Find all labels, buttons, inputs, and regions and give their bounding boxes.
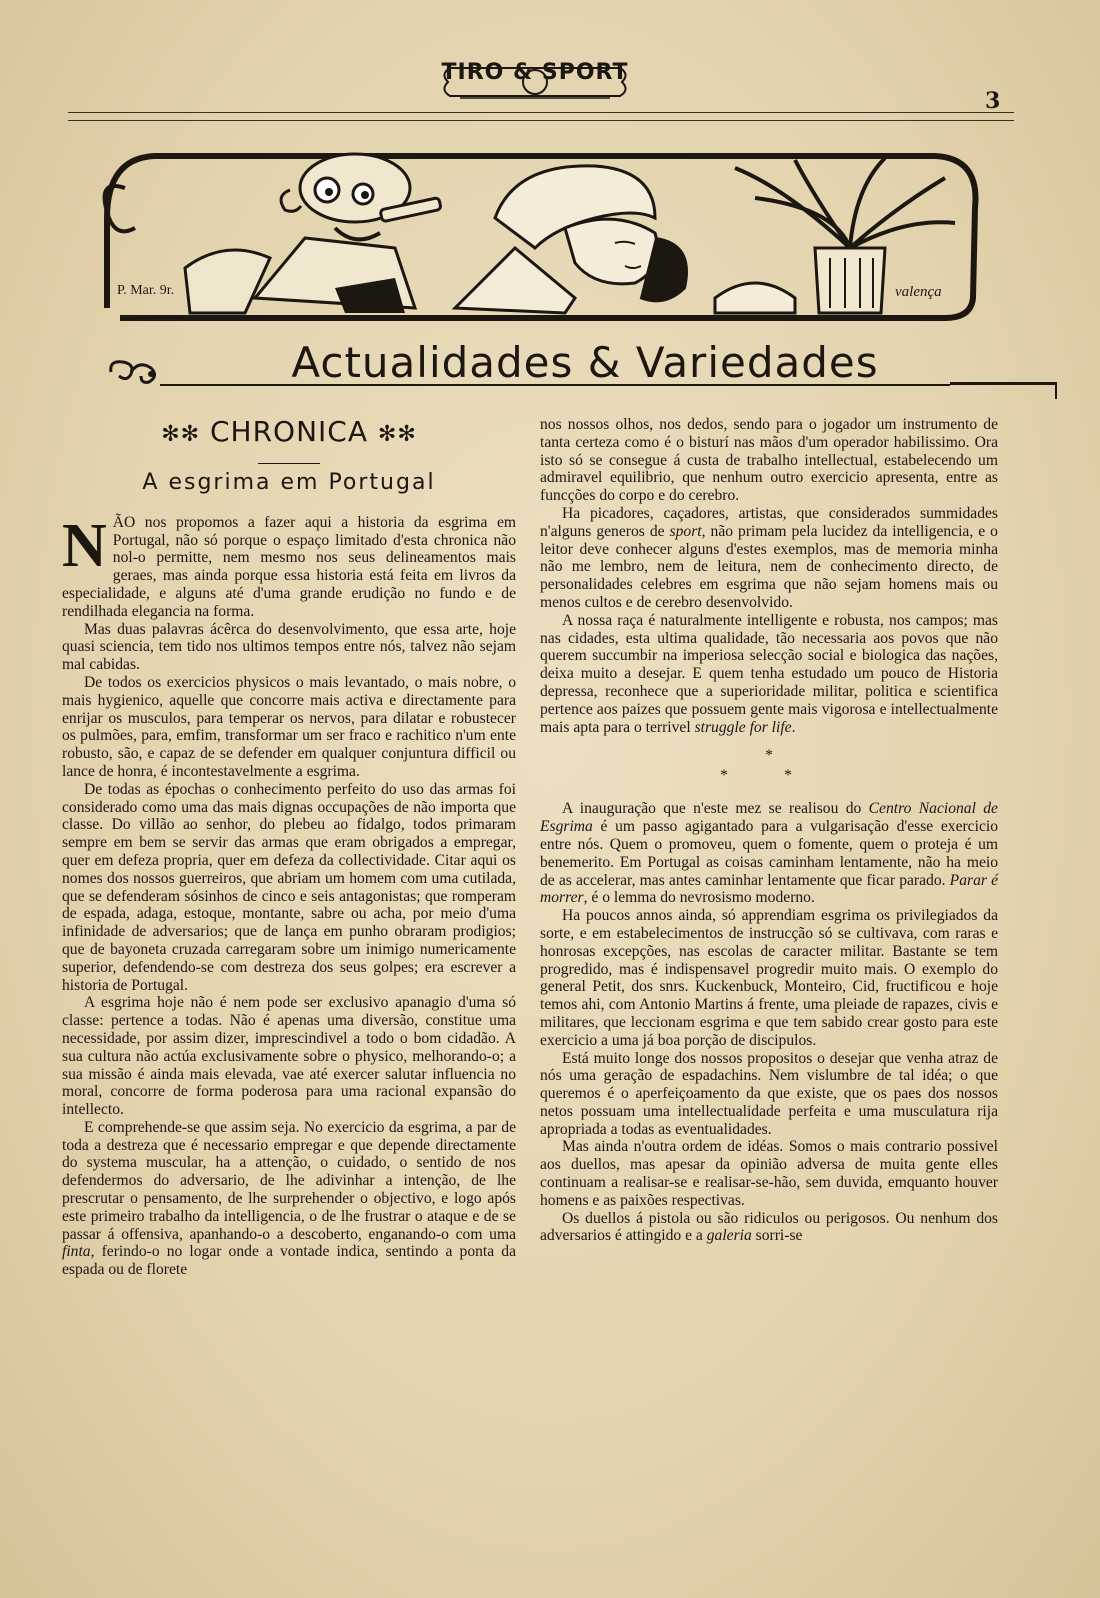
paragraph-text: é um passo agigantado para a vulgarisação d'esse exercicio entre nós. Quem o promoveu, quem o fomente, quem o proteja é um benemerito. Em Portugal as coisas caminham lentamente, não ha meio de as accelerar, mas antes caminhar lentamente que ficar parado. (540, 818, 998, 889)
section-header (105, 338, 985, 402)
section-title-rule-tail (950, 382, 1057, 399)
paragraph-text: A nossa raça é naturalmente intelligente e robusta, nos campos; mas nas cidades, esta ultima qualidade, tão necessaria aos povos que não querem succumbir na imperiosa selecção social e biologica das nações, deixa muito a desejar. E quem tenha estudado um pouco de Historia depressa, reconhece que a superioridade militar, politica e scientifica pertence aos paizes que possuem gente mais vigorosa e intellectualmente mais apta para o terrivel (540, 611, 998, 736)
article-paragraph: A esgrima hoje não é nem pode ser exclusivo apanagio d'uma só classe: pertence a todas. Não é apenas uma diversão, constitue uma necessidade, por assim dizer, imprescindivel a todo o bom cidadão. A sua cultura não actúa exclusivamente sobre o physico, melhorando-o; a sua missão é ainda mais elevada, vae até exercer salutar influencia no moral, concorre de forma poderosa para uma racional expansão do intellecto. (62, 994, 516, 1119)
article-paragraph (540, 1210, 998, 1246)
article-column-left (62, 410, 516, 1279)
decorative-star-icon: ✻✻ (161, 422, 201, 447)
decorative-star-icon: ✻✻ (377, 422, 417, 447)
asterism-bottom: * * (720, 767, 818, 785)
masthead (440, 52, 630, 102)
asterism-divider (540, 746, 998, 786)
masthead-title: TIRO & SPORT (441, 60, 629, 85)
italic-term: Centro Nacional de Esgrima (540, 800, 998, 836)
article-paragraph: De todos os exercicios physicos o mais levantado, o mais nobre, o mais hygienico, aquelle que concorre mais activa e directamente para enrijar os musculos, para temperar os nervos, para dilatar e robustecer os pulmões, para, emfim, transformar um ser fraco e rachitico n'um ente robusto, são, e capaz de se defender em qualquer conjuntura difficil ou lance de honra, é incontestavelmente a esgrima. (62, 673, 516, 780)
italic-term: finta (62, 1243, 91, 1261)
woman-with-bonnet-drawing (455, 166, 795, 313)
paragraph-text: , ferindo-o no logar onde a vontade indica, sentindo a ponta da espada ou de florete (62, 1243, 516, 1279)
header-illustration (95, 148, 995, 328)
paragraph-text: , é o lemma do nevrosismo moderno. (583, 889, 815, 907)
paragraph-text: sorri-se (751, 1227, 803, 1245)
swirl-ornament-icon (105, 354, 165, 388)
asterism-top: * (765, 747, 773, 765)
italic-term: sport (669, 522, 702, 540)
article-paragraph (540, 505, 998, 612)
article-column-right (540, 416, 998, 1245)
heading-divider (258, 463, 320, 464)
paragraph-text: Ha picadores, caçadores, artistas, que considerados summidades n'alguns generos de (540, 504, 998, 540)
article-paragraph: nos nossos olhos, nos dedos, sendo para o jogador um instrumento de tanta certeza como é o bisturí nas mãos d'um operador habilissimo. Ora isto só se consegue á custa de trabalho intellectual, estabelecendo um admiravel equilibrio, que nenhum outro exercicio apresenta, entre as funcções do corpo e do cerebro. (540, 416, 998, 505)
illustrator-signature-right: valença (895, 284, 942, 300)
article-paragraph: De todas as épochas o conhecimento perfeito do uso das armas foi considerado como uma das mais dignas occupações de não importa que classe. Do villão ao senhor, do plebeu ao fidalgo, todos primaram sempre em bem se servir das armas que eram obrigados a empregar, quer em defeza propria, quer em defeza da collectividade. Citar aqui os nomes dos nossos guerreiros, que abriam um homem com uma cutilada, que se defenderam sósinhos de cinco e seis antagonistas; que romperam de espada, adaga, estoque, montante, sabre ou acha, por meio d'uma infinidade de adversarios; que de lança em punho obraram prodigios; que de bayoneta cruzada carregaram sobre um inimigo numericamente superior, defendendo-se com destreza dos seus golpes; era escrever a historia de Portugal. (62, 780, 516, 994)
article-paragraph (540, 800, 998, 907)
article-paragraph: Está muito longe dos nossos propositos o desejar que venha atraz de nós uma geração de espadachins. Nem vislumbre de tal idéa; o que queremos é o aperfeiçoamento da que existe, que os paes dos nossos netos possuam uma intellectualidade perfeita e uma musculatura rija apropriada a todas as eventualidades. (540, 1049, 998, 1138)
header-rule (68, 112, 1014, 121)
article-paragraph: Mas ainda n'outra ordem de idéas. Somos o mais contrario possivel aos duellos, mas apesar da opinião adversa de muita gente elles continuam a realisar-se e realisar-se-hão, sem duvida, emquanto houver homens e as paixões respectivas. (540, 1138, 998, 1209)
paragraph-text: ÃO nos propomos a fazer aqui a historia da esgrima em Portugal, não só porque o espaço limitado d'esta chronica não nol-o permitte, nem mesmo nos seus delineamentos mais geraes, mas ainda porque essa historia está feita em livros da especialidade, e alguns até d'uma grande erudição no fundo e de rendilhada elegancia na forma. (62, 513, 516, 620)
illustrator-signature-left: P. Mar. 9r. (117, 283, 175, 298)
paragraph-text: A inauguração que n'este mez se realisou do (562, 800, 869, 818)
section-title-rule (160, 384, 950, 386)
article-paragraph: Ha poucos annos ainda, só apprendiam esgrima os privilegiados da sorte, e em estabelecimentos de instrucção só se cultivava, com raras e honrosas excepções, nas escolas de caracter militar. Bastante se tem progredido, mas é indispensavel progredir muito mais. O exemplo do general Petit, dos snrs. Kuckenbuck, Monteiro, Cid, fructificou e hoje temos ahi, com Antonio Martins á frente, uma pleiade de rapazes, civis e militares, que leccionam esgrima e que tem sabido crear gosto para este exercicio a uma já boa porção de discipulos. (540, 907, 998, 1049)
man-with-cigar-drawing (185, 154, 441, 313)
paragraph-text: , não primam pela lucidez da intelligencia, e o leitor deve conhecer alguns d'estes exemplos, mas de memoria minha não me lembro, nem de leitura, nem de conhecimento directo, de personalidades celebres em esgrima que não sejam homens mais ou menos cultos e de cerebro desenvolvido. (540, 522, 998, 611)
italic-term: struggle for life (694, 718, 792, 736)
article-subtitle: A esgrima em Portugal (142, 470, 436, 495)
article-paragraph (540, 612, 998, 737)
paragraph-text: Os duellos á pistola ou são ridiculos ou perigosos. Ou nenhum dos adversarios é attingido e a (540, 1209, 998, 1245)
article-paragraph (62, 1119, 516, 1279)
article-paragraph (62, 511, 516, 621)
drop-cap: N (62, 511, 107, 580)
article-heading-text: CHRONICA (209, 415, 368, 448)
article-heading (62, 414, 516, 453)
paragraph-text: . (791, 718, 796, 736)
italic-term: Parar é morrer (540, 871, 998, 907)
paragraph-text: E comprehende-se que assim seja. No exercicio da esgrima, a par de toda a destreza que é necessario empregar e que depende directamente do systema muscular, ha a attenção, o cuidado, o sentido de nos defendermos do adversario, de lhe adivinhar a intenção, de lhe prescrutar o pensamento, de lhe surprehender o objectivo, e logo após este primeiro trabalho da intelligencia, o de lhe frustrar o ataque e de se passar á offensiva, apanhando-o a descoberto, enganando-o com uma (62, 1118, 516, 1243)
page-number: 3 (985, 88, 1001, 114)
italic-term: galeria (706, 1227, 752, 1245)
section-title: Actualidades & Variedades (291, 338, 879, 387)
article-paragraph: Mas duas palavras ácêrca do desenvolvimento, que essa arte, hoje quasi sciencia, tem tido nos ultimos tempos entre nós, talvez não sejam mal cabidas. (62, 620, 516, 674)
